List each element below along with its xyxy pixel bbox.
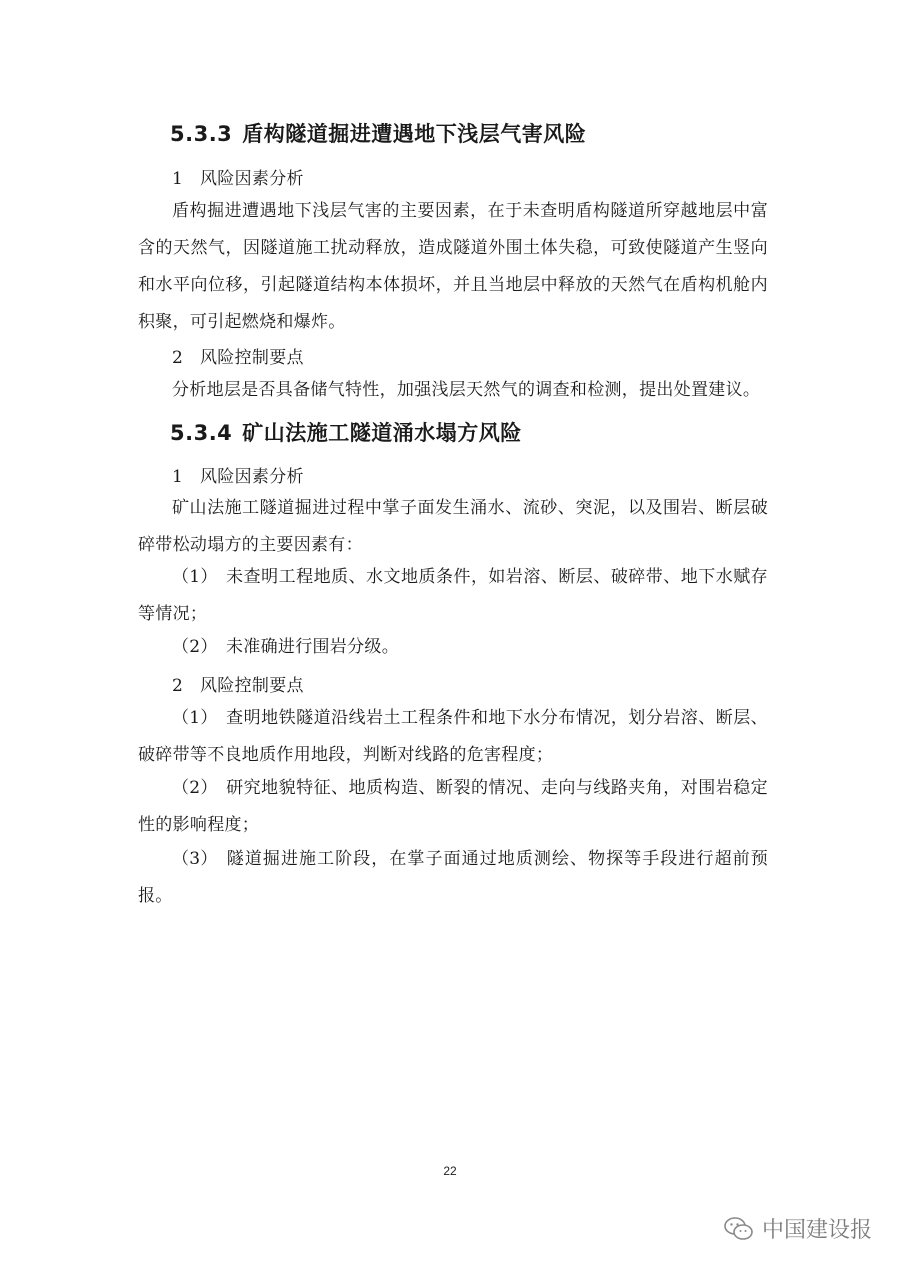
list-item (138, 559, 768, 633)
list-item-text: 未准确进行围岩分级。 (226, 637, 399, 657)
paragraph: 矿山法施工隧道掘进过程中掌子面发生涌水、流砂、突泥，以及围岩、断层破碎带松动塌方的主要因素有： (138, 498, 768, 555)
wechat-icon (724, 1216, 754, 1242)
subsection-number: 2 (172, 348, 184, 368)
subsection-heading (172, 343, 304, 368)
subsection-heading (172, 164, 304, 189)
list-item (138, 770, 768, 844)
subsection-label: 风险控制要点 (200, 348, 304, 368)
list-item (138, 841, 768, 915)
subsection-number: 1 (172, 467, 184, 487)
subsection-heading (172, 671, 304, 696)
list-item-text: 隧道掘进施工阶段，在掌子面通过地质测绘、物探等手段进行超前预报。 (138, 849, 768, 906)
paragraph: 盾构掘进遭遇地下浅层气害的主要因素，在于未查明盾构隧道所穿越地层中富含的天然气，因隧道施工扰动释放，造成隧道外围土体失稳，可致使隧道产生竖向和水平向位移，引起隧道结构本体损坏，并且当地层中释放的天然气在盾构机舱内积聚，可引起燃烧和爆炸。 (138, 201, 768, 332)
list-item-text: 未查明工程地质、水文地质条件，如岩溶、断层、破碎带、地下水赋存等情况； (138, 567, 768, 624)
paragraph: 分析地层是否具备储气特性，加强浅层天然气的调查和检测，提出处置建议。 (172, 380, 761, 400)
list-item (138, 629, 768, 666)
subsection-label: 风险控制要点 (200, 676, 304, 696)
list-marker: （1） (172, 708, 218, 728)
section-title: 矿山法施工隧道涌水塌方风险 (242, 421, 522, 445)
section-number: 5.3.4 (170, 421, 233, 445)
list-item-text: 查明地铁隧道沿线岩土工程条件和地下水分布情况，划分岩溶、断层、破碎带等不良地质作用地段，判断对线路的危害程度； (138, 708, 768, 765)
watermark (724, 1213, 872, 1244)
section-heading-5-3-3 (170, 118, 586, 148)
section-heading-5-3-4 (170, 417, 522, 447)
page-number: 22 (443, 1164, 457, 1178)
subsection-number: 2 (172, 676, 184, 696)
subsection-label: 风险因素分析 (200, 169, 304, 189)
list-marker: （1） (172, 567, 218, 587)
subsection-number: 1 (172, 169, 184, 189)
list-marker: （2） (172, 778, 218, 798)
list-item-text: 研究地貌特征、地质构造、断裂的情况、走向与线路夹角，对围岩稳定性的影响程度； (138, 778, 768, 835)
watermark-text: 中国建设报 (761, 1218, 872, 1243)
list-marker: （3） (172, 849, 218, 869)
list-marker: （2） (172, 637, 218, 657)
subsection-heading (172, 462, 304, 487)
list-item (138, 700, 768, 774)
subsection-label: 风险因素分析 (200, 467, 304, 487)
section-number: 5.3.3 (170, 122, 233, 146)
section-title: 盾构隧道掘进遭遇地下浅层气害风险 (242, 122, 587, 146)
